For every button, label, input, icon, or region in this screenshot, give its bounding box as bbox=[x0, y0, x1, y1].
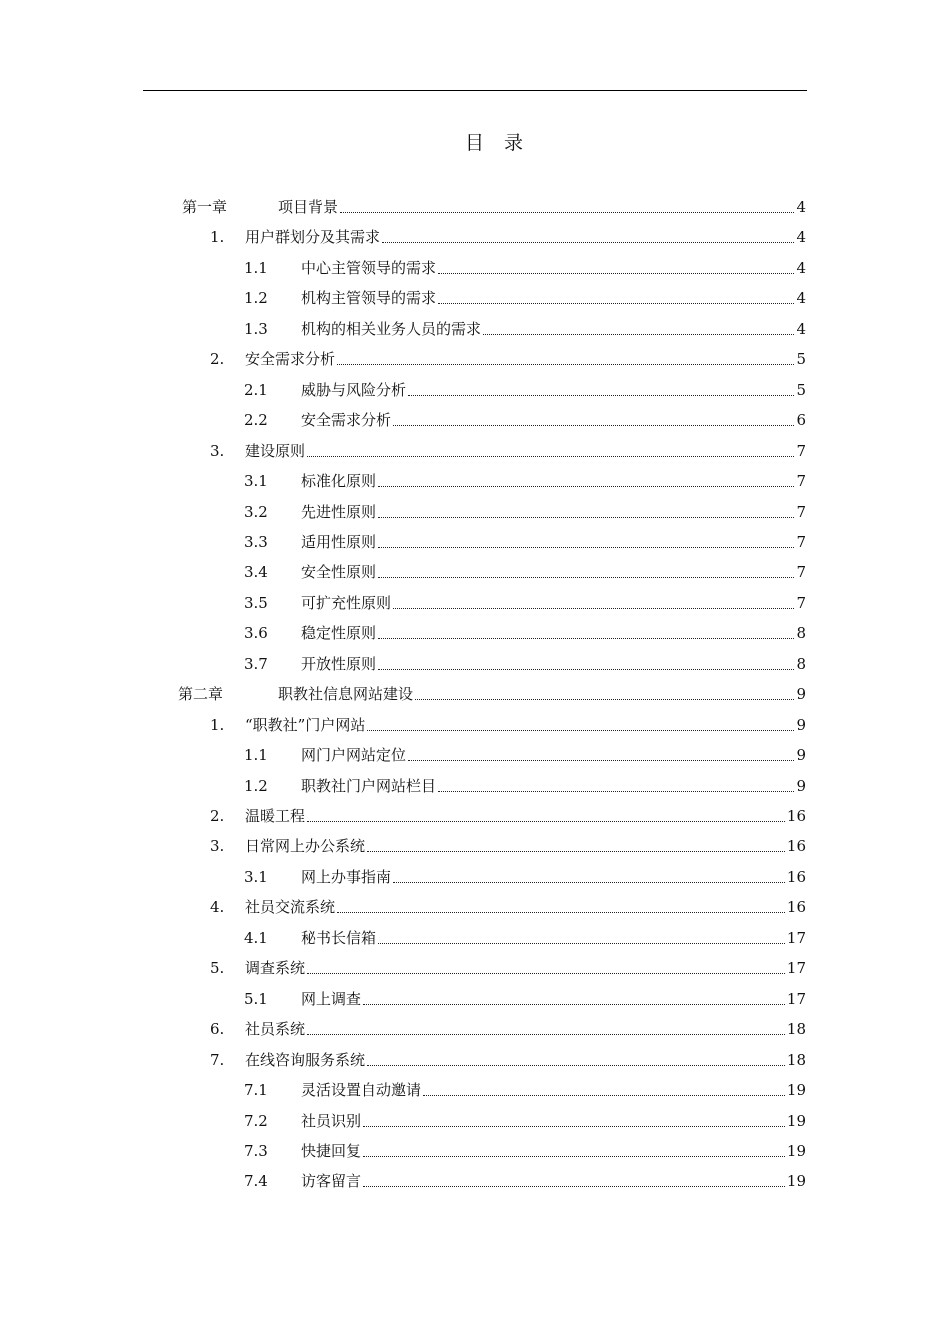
dot-leader bbox=[307, 821, 785, 822]
toc-entry[interactable] bbox=[0, 859, 950, 889]
toc-entry[interactable] bbox=[0, 494, 950, 524]
toc-entry-page-number: 17 bbox=[786, 989, 806, 1008]
dot-leader bbox=[363, 1156, 785, 1157]
toc-entry-title: 访客留言 bbox=[301, 1172, 362, 1191]
toc-entry-number: 5.1 bbox=[244, 989, 268, 1008]
toc-entry[interactable] bbox=[0, 1042, 950, 1072]
toc-entry-page-number: 5 bbox=[796, 380, 806, 399]
toc-entry-title: 快捷回复 bbox=[301, 1141, 362, 1160]
toc-entry-number: 3.3 bbox=[244, 532, 268, 551]
dot-leader bbox=[382, 242, 794, 243]
toc-entry-number: 7. bbox=[210, 1050, 225, 1069]
dot-leader bbox=[363, 1004, 785, 1005]
toc-entry-number: 2. bbox=[210, 807, 225, 825]
toc-entry-page-number: 18 bbox=[786, 1050, 806, 1069]
toc-entry[interactable] bbox=[0, 402, 950, 432]
toc-entry[interactable] bbox=[0, 219, 950, 249]
toc-entry[interactable] bbox=[0, 341, 950, 371]
toc-entry-title: 温暖工程 bbox=[245, 807, 306, 825]
dot-leader bbox=[307, 1034, 785, 1035]
toc-entry-title: 适用性原则 bbox=[301, 532, 377, 551]
toc-entry-page-number: 9 bbox=[796, 746, 806, 765]
toc-entry-title: 用户群划分及其需求 bbox=[245, 228, 381, 247]
dot-leader bbox=[438, 791, 794, 792]
header-rule bbox=[143, 90, 807, 91]
toc-entry-page-number: 7 bbox=[796, 441, 806, 460]
toc-entry[interactable] bbox=[0, 372, 950, 402]
dot-leader bbox=[393, 425, 794, 426]
toc-entry-title: 社员交流系统 bbox=[245, 898, 336, 917]
toc-entry-title: 社员识别 bbox=[301, 1111, 362, 1130]
toc-entry-page-number: 16 bbox=[786, 898, 806, 917]
toc-entry-number: 1.2 bbox=[244, 289, 268, 308]
toc-entry[interactable] bbox=[0, 707, 950, 737]
toc-entry-number: 2.1 bbox=[244, 380, 268, 399]
toc-entry[interactable] bbox=[0, 433, 950, 463]
toc-entry-page-number: 16 bbox=[786, 837, 806, 856]
toc-entry-title: 网上办事指南 bbox=[301, 867, 392, 886]
toc-entry-number: 3. bbox=[210, 837, 225, 856]
dot-leader bbox=[393, 882, 785, 883]
toc-entry-page-number: 19 bbox=[786, 1081, 806, 1100]
toc-entry-page-number: 9 bbox=[796, 685, 806, 704]
toc-entry-page-number: 16 bbox=[786, 807, 806, 825]
toc-entry-number: 4. bbox=[210, 898, 225, 917]
toc-entry-number: 3.5 bbox=[244, 593, 268, 612]
toc-title bbox=[0, 128, 950, 155]
toc-entry-number: 7.2 bbox=[244, 1111, 268, 1130]
dot-leader bbox=[378, 577, 794, 578]
toc-entry-number: 3.7 bbox=[244, 654, 268, 673]
toc-entry-number: 7.1 bbox=[244, 1081, 268, 1100]
toc-entry-title: 安全需求分析 bbox=[301, 411, 392, 430]
toc-entry-page-number: 6 bbox=[796, 411, 806, 430]
dot-leader bbox=[378, 638, 794, 639]
toc-entry-title: 职教社信息网站建设 bbox=[278, 685, 414, 704]
toc-entry[interactable] bbox=[0, 981, 950, 1011]
toc-entry-title: 秘书长信箱 bbox=[301, 928, 377, 947]
toc-entry[interactable] bbox=[0, 615, 950, 645]
toc-entry[interactable] bbox=[0, 920, 950, 950]
dot-leader bbox=[337, 912, 785, 913]
dot-leader bbox=[307, 456, 794, 457]
toc-entry-number: 3. bbox=[210, 441, 225, 460]
toc-entry-title: 威胁与风险分析 bbox=[301, 380, 407, 399]
toc-entry-number: 3.6 bbox=[244, 624, 268, 643]
toc-entry-page-number: 4 bbox=[796, 258, 806, 277]
toc-entry-page-number: 18 bbox=[786, 1020, 806, 1039]
toc-entry-page-number: 4 bbox=[796, 289, 806, 308]
toc-entry[interactable] bbox=[0, 250, 950, 280]
dot-leader bbox=[367, 1065, 785, 1066]
toc-entry-page-number: 19 bbox=[786, 1111, 806, 1130]
toc-entry[interactable] bbox=[0, 950, 950, 980]
dot-leader bbox=[367, 851, 785, 852]
toc-title-char-1: 目 bbox=[464, 132, 486, 154]
dot-leader bbox=[367, 730, 794, 731]
toc-entry-number: 1.1 bbox=[244, 258, 268, 277]
dot-leader bbox=[363, 1126, 785, 1127]
toc-entry[interactable] bbox=[0, 1163, 950, 1193]
toc-entry[interactable] bbox=[0, 1072, 950, 1102]
dot-leader bbox=[340, 212, 794, 213]
dot-leader bbox=[307, 973, 785, 974]
toc-entry-title: 先进性原则 bbox=[301, 502, 377, 521]
toc-entry-title: 机构主管领导的需求 bbox=[301, 289, 437, 308]
toc-entry-title: 可扩充性原则 bbox=[301, 593, 392, 612]
toc-entry[interactable] bbox=[0, 189, 950, 219]
toc-entry-page-number: 17 bbox=[786, 959, 806, 978]
toc-entry-title: “职教社”门户网站 bbox=[245, 715, 366, 734]
toc-entry-number: 1. bbox=[210, 715, 225, 734]
toc-entry-title: 机构的相关业务人员的需求 bbox=[301, 319, 482, 338]
toc-entry-title: 安全需求分析 bbox=[245, 350, 336, 369]
toc-title-char-2: 录 bbox=[504, 132, 526, 154]
dot-leader bbox=[378, 943, 785, 944]
dot-leader bbox=[408, 760, 794, 761]
toc-entry[interactable] bbox=[0, 585, 950, 615]
toc-entry-number: 第二章 bbox=[178, 685, 224, 704]
toc-entry-page-number: 8 bbox=[796, 624, 806, 643]
toc-entry[interactable] bbox=[0, 676, 950, 706]
toc-entry-title: 网门户网站定位 bbox=[301, 746, 407, 765]
toc-entry-title: 中心主管领导的需求 bbox=[301, 258, 437, 277]
toc-entry-page-number: 4 bbox=[796, 228, 806, 247]
toc-entry-number: 1. bbox=[210, 228, 225, 247]
toc-entry-title: 安全性原则 bbox=[301, 563, 377, 582]
toc-entry-number: 4.1 bbox=[244, 928, 268, 947]
toc-entry-page-number: 19 bbox=[786, 1172, 806, 1191]
dot-leader bbox=[378, 517, 794, 518]
toc-entry-number: 7.3 bbox=[244, 1141, 268, 1160]
toc-entry-page-number: 7 bbox=[796, 532, 806, 551]
toc-entry-title: 稳定性原则 bbox=[301, 624, 377, 643]
toc-entry-title: 灵活设置自动邀请 bbox=[301, 1081, 422, 1100]
dot-leader bbox=[378, 547, 794, 548]
toc-entry-number: 2.2 bbox=[244, 411, 268, 430]
toc-entry-title: 网上调查 bbox=[301, 989, 362, 1008]
toc-entry-page-number: 7 bbox=[796, 472, 806, 491]
toc-entry-page-number: 5 bbox=[796, 350, 806, 369]
toc-entry[interactable] bbox=[0, 828, 950, 858]
toc-entry-number: 3.2 bbox=[244, 502, 268, 521]
dot-leader bbox=[378, 486, 794, 487]
toc-entry-page-number: 4 bbox=[796, 319, 806, 338]
dot-leader bbox=[423, 1095, 785, 1096]
toc-entry-number: 3.1 bbox=[244, 472, 268, 491]
toc-entry-title: 标准化原则 bbox=[301, 472, 377, 491]
toc-entry-number: 3.4 bbox=[244, 563, 268, 582]
toc-entry[interactable] bbox=[0, 889, 950, 919]
toc-entry[interactable] bbox=[0, 280, 950, 310]
dot-leader bbox=[337, 364, 794, 365]
toc-entry-number: 1.3 bbox=[244, 319, 268, 338]
toc-entry-title: 项目背景 bbox=[278, 198, 339, 216]
toc-entry-title: 日常网上办公系统 bbox=[245, 837, 366, 856]
toc-entry-page-number: 19 bbox=[786, 1141, 806, 1160]
toc-entry[interactable] bbox=[0, 554, 950, 584]
toc-entry-page-number: 9 bbox=[796, 715, 806, 734]
toc-entry[interactable] bbox=[0, 311, 950, 341]
toc-entry[interactable] bbox=[0, 524, 950, 554]
toc-entry-page-number: 7 bbox=[796, 593, 806, 612]
toc-entry-title: 建设原则 bbox=[245, 441, 306, 460]
toc-entry-number: 2. bbox=[210, 350, 225, 369]
toc-entry[interactable] bbox=[0, 1103, 950, 1133]
toc-entry-number: 第一章 bbox=[182, 198, 228, 216]
toc-entry-page-number: 7 bbox=[796, 502, 806, 521]
toc-entry-number: 1.2 bbox=[244, 776, 268, 795]
toc-entry-title: 在线咨询服务系统 bbox=[245, 1050, 366, 1069]
toc-entry-page-number: 17 bbox=[786, 928, 806, 947]
dot-leader bbox=[483, 334, 794, 335]
toc-entry-title: 调查系统 bbox=[245, 959, 306, 978]
toc-entry-title: 开放性原则 bbox=[301, 654, 377, 673]
toc-entry-number: 1.1 bbox=[244, 746, 268, 765]
toc-entry[interactable] bbox=[0, 798, 950, 828]
dot-leader bbox=[378, 669, 794, 670]
toc-entry[interactable] bbox=[0, 463, 950, 493]
toc-entry-page-number: 16 bbox=[786, 867, 806, 886]
toc-entry-number: 7.4 bbox=[244, 1172, 268, 1191]
toc-entry-number: 3.1 bbox=[244, 867, 268, 886]
toc-entry[interactable] bbox=[0, 1133, 950, 1163]
toc-entry[interactable] bbox=[0, 768, 950, 798]
toc-entry[interactable] bbox=[0, 1011, 950, 1041]
toc-entry[interactable] bbox=[0, 737, 950, 767]
toc-entry-page-number: 4 bbox=[796, 198, 806, 216]
toc-entry-title: 社员系统 bbox=[245, 1020, 306, 1039]
toc-entry-number: 6. bbox=[210, 1020, 225, 1039]
dot-leader bbox=[363, 1186, 785, 1187]
dot-leader bbox=[438, 303, 794, 304]
toc-entry[interactable] bbox=[0, 646, 950, 676]
dot-leader bbox=[415, 699, 794, 700]
toc-entry-page-number: 7 bbox=[796, 563, 806, 582]
toc-entry-number: 5. bbox=[210, 959, 225, 978]
dot-leader bbox=[438, 273, 794, 274]
toc-entry-page-number: 8 bbox=[796, 654, 806, 673]
dot-leader bbox=[408, 395, 794, 396]
toc-entry-title: 职教社门户网站栏目 bbox=[301, 776, 437, 795]
toc-entry-page-number: 9 bbox=[796, 776, 806, 795]
dot-leader bbox=[393, 608, 794, 609]
